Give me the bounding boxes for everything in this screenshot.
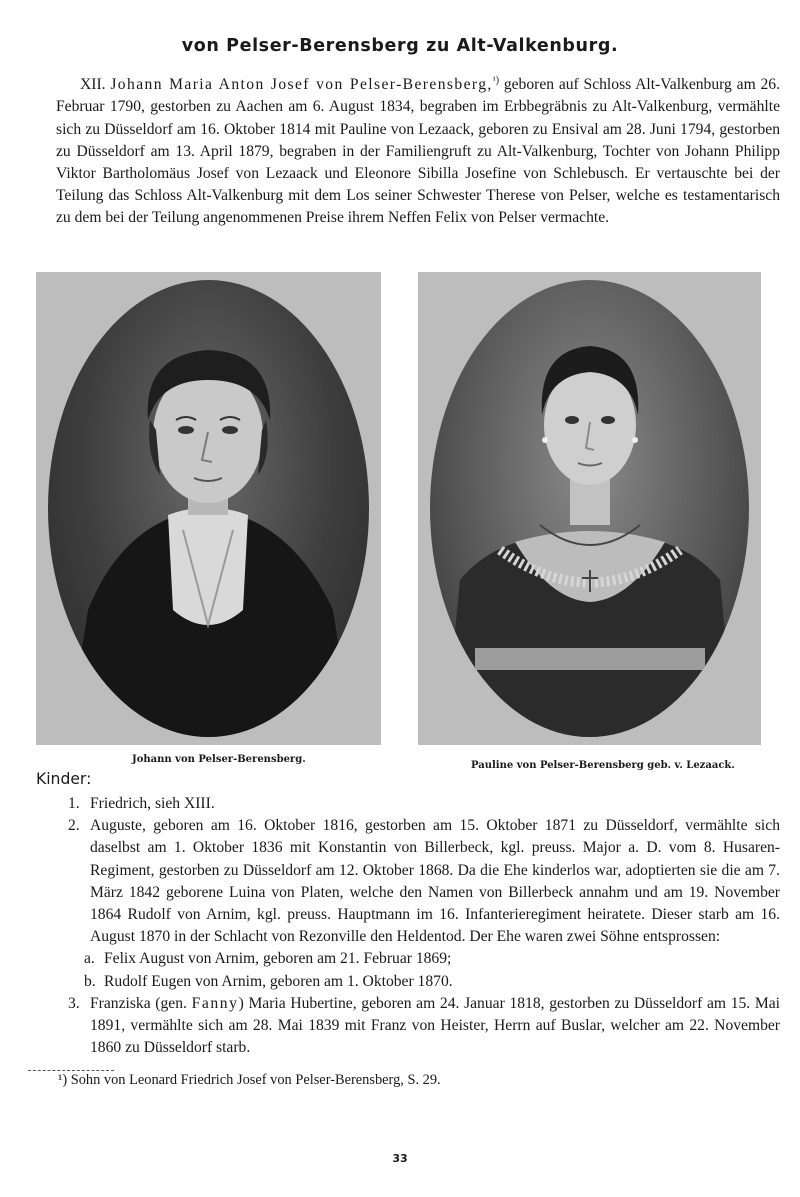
list-item xyxy=(64,793,780,815)
portrait-oval xyxy=(430,280,749,737)
list-item xyxy=(64,993,780,1060)
list-item xyxy=(64,971,780,993)
portrait-oval xyxy=(48,280,369,737)
person-name: Johann Maria Anton Josef von Pelser-Berensberg, xyxy=(110,76,493,94)
page-number: 33 xyxy=(392,1152,408,1165)
item-number: b. xyxy=(84,972,96,990)
generation-number: XII. xyxy=(80,76,106,94)
item-text: Friedrich, sieh XIII. xyxy=(90,795,215,812)
item-text-pre: Franziska (gen. xyxy=(90,994,192,1012)
portrait-caption-johann: Johann von Pelser-Berensberg. xyxy=(132,754,306,765)
portrait-pauline xyxy=(418,272,761,745)
item-text-spaced: Fanny xyxy=(191,994,239,1012)
children-list xyxy=(64,793,780,1059)
portrait-johann xyxy=(36,272,381,745)
item-text: ) Maria Hubertine, geboren am 24. Januar 1818, gestorben zu Düsseldorf am 15. Mai 1891, vermählte sich am 28. Mai 1839 mit Franz von Heister, Herrn auf Buslar, welcher am 22. November 1860 zu Düsseldorf starb. xyxy=(90,994,781,1057)
list-item xyxy=(64,815,780,948)
item-number: 2. xyxy=(68,817,80,835)
intro-text: geboren auf Schloss Alt-Valkenburg am 26. Februar 1790, gestorben zu Aachen am 6. August 1834, begraben im Erbbegräbnis zu Alt-Valkenburg, vermählte sich zu Düsseldorf am 16. Oktober 1814 mit Pauline von Lezaack, geboren zu Ensival am 28. Juni 1794, gestorben zu Düsseldorf am 13. April 1879, begraben in der Familiengruft zu Alt-Valkenburg, Tochter von Johann Philipp Viktor Bartholomäus Josef von Lezaack und Eleonore Sibilla Josefine von Schlebusch. Er vertauschte bei der Teilung das Schloss Alt-Valkenburg mit dem Los seiner Schwester Therese von Pelser, welche es testamentarisch zu dem bei der Teilung angenommenen Preise ihrem Neffen Felix von Pelser vermachte. xyxy=(56,76,780,227)
list-item xyxy=(64,948,780,970)
footnote: ¹) Sohn von Leonard Friedrich Josef von Pelser-Berensberg, S. 29. xyxy=(58,1072,441,1088)
item-text: Rudolf Eugen von Arnim, geboren am 1. Oktober 1870. xyxy=(104,972,453,990)
item-text: Felix August von Arnim, geboren am 21. Februar 1869; xyxy=(104,950,452,968)
intro-paragraph xyxy=(56,70,780,230)
footnote-marker: ¹) xyxy=(492,75,500,86)
footnote-divider xyxy=(28,1070,114,1071)
item-text: Auguste, geboren am 16. Oktober 1816, gestorben am 15. Oktober 1871 zu Düsseldorf, vermählte sich daselbst am 1. Oktober 1836 mit Konstantin von Billerbeck, kgl. preuss. Major a. D. vom 8. Husaren-Regiment, gestorben zu Düsseldorf am 12. Oktober 1868. Da die Ehe kinderlos war, adoptierten sie die am 7. März 1842 geborene Luina von Platen, welche den Namen von Billerbeck annahm und am 19. November 1864 Rudolf von Arnim, kgl. preuss. Hauptmann im 16. Infanterieregiment heiratete. Dieser starb am 16. August 1870 in der Schlacht von Rezonville den Heldentod. Der Ehe waren zwei Söhne entsprossen: xyxy=(90,817,780,946)
pauline-figure xyxy=(430,280,749,737)
item-number: a. xyxy=(84,950,95,968)
johann-figure xyxy=(48,280,369,737)
item-number: 3. xyxy=(68,994,80,1012)
page-title: von Pelser-Berensberg zu Alt-Valkenburg. xyxy=(181,36,619,56)
portrait-caption-pauline: Pauline von Pelser-Berensberg geb. v. Lezaack. xyxy=(471,760,735,771)
item-number: 1. xyxy=(68,795,80,812)
children-heading: Kinder: xyxy=(36,770,92,788)
